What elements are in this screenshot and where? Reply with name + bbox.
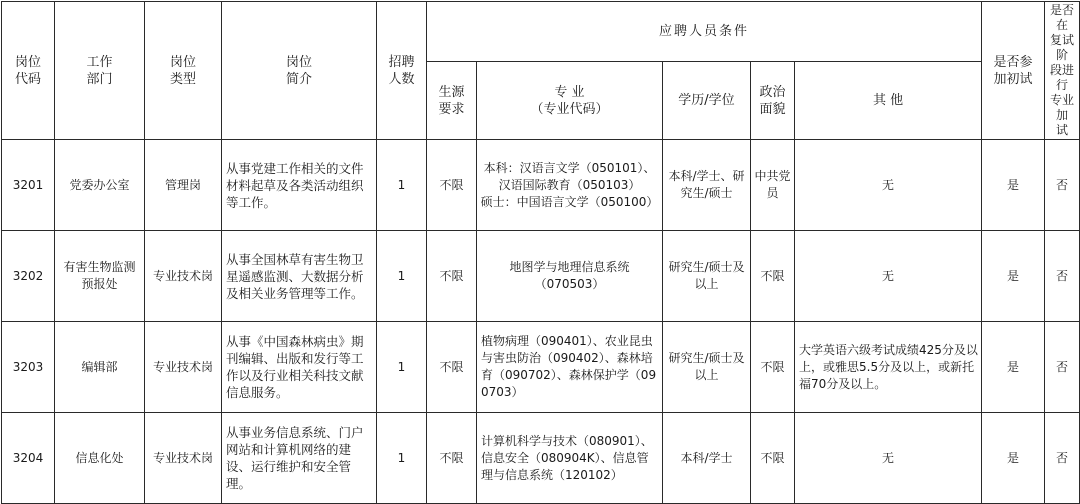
- cell-code: 3202: [2, 231, 55, 322]
- header-major: 专 业 （专业代码）: [477, 62, 663, 140]
- cell-dept: 有害生物监测预报处: [55, 231, 145, 322]
- cell-intro: 从事党建工作相关的文件材料起草及各类活动组织等工作。: [222, 140, 377, 231]
- cell-type: 专业技术岗: [145, 413, 222, 504]
- cell-source: 不限: [427, 231, 477, 322]
- cell-retest: 否: [1045, 413, 1080, 504]
- table-row: [2, 322, 1080, 413]
- cell-count: 1: [377, 231, 427, 322]
- header-other: 其 他: [795, 62, 982, 140]
- cell-politics: 不限: [751, 231, 795, 322]
- cell-count: 1: [377, 140, 427, 231]
- cell-major: 计算机科学与技术（080901）、信息安全（080904K）、信息管理与信息系统（120102）: [477, 413, 663, 504]
- cell-first-test: 是: [982, 231, 1045, 322]
- table-row: [2, 231, 1080, 322]
- cell-other: 大学英语六级考试成绩425分及以上，或雅思5.5分及以上，或新托福70分及以上。: [795, 322, 982, 413]
- cell-type: 专业技术岗: [145, 322, 222, 413]
- header-conditions: 应聘人员条件: [427, 2, 982, 62]
- header-politics: 政治 面貌: [751, 62, 795, 140]
- header-code: 岗位 代码: [2, 2, 55, 140]
- cell-degree: 本科/学士、研究生/硕士: [663, 140, 751, 231]
- cell-count: 1: [377, 322, 427, 413]
- cell-dept: 党委办公室: [55, 140, 145, 231]
- cell-degree: 研究生/硕士及以上: [663, 322, 751, 413]
- cell-intro: 从事全国林草有害生物卫星遥感监测、大数据分析及相关业务管理等工作。: [222, 231, 377, 322]
- cell-first-test: 是: [982, 140, 1045, 231]
- cell-retest: 否: [1045, 140, 1080, 231]
- header-degree: 学历/学位: [663, 62, 751, 140]
- cell-politics: 不限: [751, 322, 795, 413]
- cell-source: 不限: [427, 140, 477, 231]
- cell-first-test: 是: [982, 322, 1045, 413]
- cell-intro: 从事《中国森林病虫》期刊编辑、出版和发行等工作以及行业相关科技文献信息服务。: [222, 322, 377, 413]
- cell-retest: 否: [1045, 231, 1080, 322]
- cell-politics: 不限: [751, 413, 795, 504]
- header-source: 生源 要求: [427, 62, 477, 140]
- cell-source: 不限: [427, 413, 477, 504]
- cell-degree: 本科/学士: [663, 413, 751, 504]
- cell-intro: 从事业务信息系统、门户网站和计算机网络的建设、运行维护和安全管理。: [222, 413, 377, 504]
- header-intro: 岗位 简介: [222, 2, 377, 140]
- header-type: 岗位 类型: [145, 2, 222, 140]
- cell-major: 地图学与地理信息系统 （070503）: [477, 231, 663, 322]
- cell-dept: 编辑部: [55, 322, 145, 413]
- header-dept: 工作 部门: [55, 2, 145, 140]
- cell-code: 3204: [2, 413, 55, 504]
- cell-major: 植物病理（090401）、农业昆虫与害虫防治（090402）、森林培育（090702）、森林保护学（090703）: [477, 322, 663, 413]
- header-count: 招聘 人数: [377, 2, 427, 140]
- cell-degree: 研究生/硕士及以上: [663, 231, 751, 322]
- table-row: [2, 140, 1080, 231]
- cell-other: 无: [795, 231, 982, 322]
- cell-other: 无: [795, 413, 982, 504]
- cell-type: 管理岗: [145, 140, 222, 231]
- header-first-test: 是否参 加初试: [982, 2, 1045, 140]
- cell-count: 1: [377, 413, 427, 504]
- cell-politics: 中共党员: [751, 140, 795, 231]
- cell-code: 3201: [2, 140, 55, 231]
- cell-other: 无: [795, 140, 982, 231]
- cell-dept: 信息化处: [55, 413, 145, 504]
- cell-retest: 否: [1045, 322, 1080, 413]
- cell-first-test: 是: [982, 413, 1045, 504]
- cell-code: 3203: [2, 322, 55, 413]
- cell-type: 专业技术岗: [145, 231, 222, 322]
- header-retest: 是否在 复试阶 段进行 专业加 试: [1045, 2, 1080, 140]
- cell-source: 不限: [427, 322, 477, 413]
- cell-major: 本科：汉语言文学（050101）、汉语国际教育（050103） 硕士：中国语言文学（050100）: [477, 140, 663, 231]
- recruitment-table: [1, 1, 1080, 504]
- table-row: [2, 413, 1080, 504]
